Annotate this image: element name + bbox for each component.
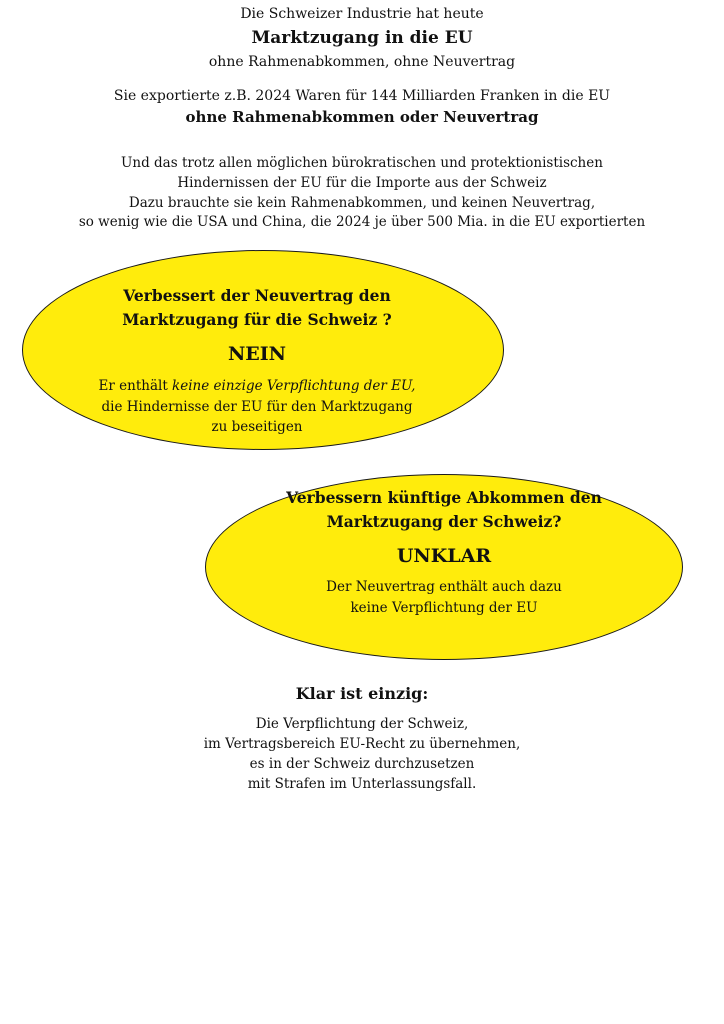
- intro-text: Die Schweizer Industrie hat heute: [240, 6, 484, 22]
- bubble2-detail-line-2: keine Verpflichtung der EU: [350, 600, 538, 616]
- headline: Marktzugang in die EU: [251, 28, 473, 48]
- conclusion-line-4: mit Strafen im Unterlassungsfall.: [247, 776, 477, 792]
- bubble1-question-line-2: Marktzugang für die Schweiz ?: [122, 310, 392, 329]
- paragraph-line-4: so wenig wie die USA und China, die 2024 je über 500 Mia. in die EU exportierten: [78, 214, 646, 230]
- paragraph-line-2: Hindernissen der EU für die Importe aus der Schweiz: [177, 175, 547, 191]
- conclusion-line-2: im Vertragsbereich EU-Recht zu übernehmen,: [203, 736, 521, 752]
- bubble1-detail-line-2: die Hindernisse der EU für den Marktzugang: [101, 399, 413, 415]
- export-emphasis: ohne Rahmenabkommen oder Neuvertrag: [185, 108, 539, 126]
- bubble2-question-line-1: Verbessern künftige Abkommen den: [286, 488, 602, 507]
- subline: ohne Rahmenabkommen, ohne Neuvertrag: [208, 54, 516, 70]
- conclusion-line-3: es in der Schweiz durchzusetzen: [249, 756, 475, 772]
- bubble1-detail-line-1: [22, 378, 492, 394]
- bubble1-answer: NEIN: [227, 343, 287, 365]
- bubble2-detail-line-1: Der Neuvertrag enthält auch dazu: [326, 579, 562, 595]
- paragraph-line-1: Und das trotz allen möglichen bürokratischen und protektionistischen: [121, 155, 603, 171]
- bubble1-detail-italic: keine einzige Verpflichtung der EU,: [172, 378, 416, 394]
- conclusion-title: Klar ist einzig:: [295, 684, 429, 703]
- bubble2-answer: UNKLAR: [396, 545, 492, 567]
- paragraph-line-3: Dazu brauchte sie kein Rahmenabkommen, und keinen Neuvertrag,: [128, 195, 596, 211]
- bubble1-detail-prefix: Er enthält: [98, 378, 173, 394]
- conclusion-line-1: Die Verpflichtung der Schweiz,: [255, 716, 469, 732]
- bubble2-question-line-2: Marktzugang der Schweiz?: [326, 512, 562, 531]
- bubble1-detail-line-3: zu beseitigen: [211, 419, 303, 435]
- export-statement: Sie exportierte z.B. 2024 Waren für 144 Milliarden Franken in die EU: [113, 88, 611, 104]
- bubble1-question-line-1: Verbessert der Neuvertrag den: [123, 286, 391, 305]
